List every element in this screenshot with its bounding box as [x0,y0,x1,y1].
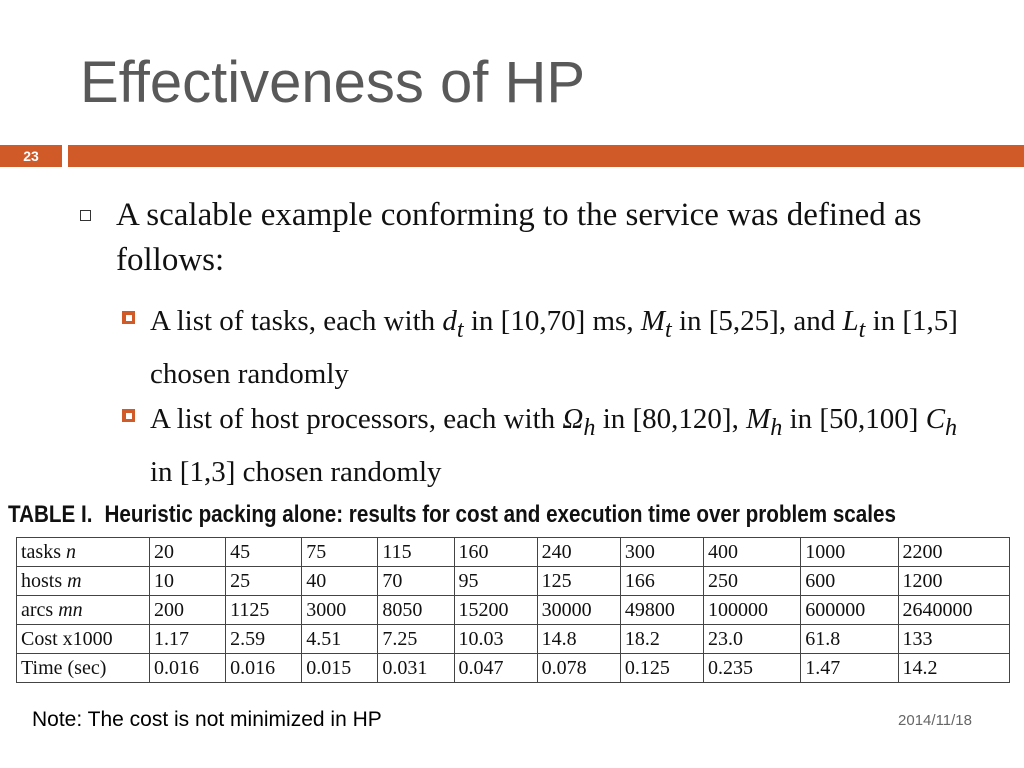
table-row [17,625,1010,654]
table-cell: 0.125 [620,654,703,683]
table-cell: 95 [454,567,537,596]
table-cell: 0.016 [226,654,302,683]
table-cell: 49800 [620,596,703,625]
table-cell: 115 [378,538,454,567]
main-bullet [80,193,960,283]
table-cell: 300 [620,538,703,567]
slide-title: Effectiveness of HP [80,50,586,115]
table-cell: 1000 [801,538,898,567]
table-cell: 10 [150,567,226,596]
hollow-square-bullet-icon [80,210,91,221]
table-cell: 25 [226,567,302,596]
table-cell: 0.015 [302,654,378,683]
table-cell: 75 [302,538,378,567]
row-label: arcs mn [17,596,150,625]
table-cell: 70 [378,567,454,596]
row-label: Time (sec) [17,654,150,683]
table-cell: 61.8 [801,625,898,654]
table-cell: 133 [898,625,1009,654]
table-cell: 0.016 [150,654,226,683]
table-cell: 2200 [898,538,1009,567]
table-row [17,567,1010,596]
table-cell: 250 [704,567,801,596]
table-cell: 100000 [704,596,801,625]
table-cell: 160 [454,538,537,567]
row-label: Cost x1000 [17,625,150,654]
filled-square-bullet-icon [122,311,135,324]
table-cell: 166 [620,567,703,596]
table-caption-text: Heuristic packing alone: results for cost and execution time over problem scales [104,501,896,528]
table-cell: 8050 [378,596,454,625]
table-caption [8,498,896,532]
table-row [17,538,1010,567]
table-cell: 10.03 [454,625,537,654]
table-cell: 2640000 [898,596,1009,625]
slide-number: 23 [23,148,39,164]
table-cell: 2.59 [226,625,302,654]
table-cell: 1.47 [801,654,898,683]
table-cell: 400 [704,538,801,567]
sub-bullet-hosts [122,397,982,495]
table-cell: 1200 [898,567,1009,596]
results-table [16,537,1010,683]
main-bullet-text: A scalable example conforming to the service was defined as follows: [116,197,922,278]
table-caption-label: TABLE I. [8,501,93,528]
table-cell: 600000 [801,596,898,625]
table-cell: 40 [302,567,378,596]
row-label: tasks n [17,538,150,567]
table-cell: 1.17 [150,625,226,654]
table-cell: 200 [150,596,226,625]
table-cell: 0.047 [454,654,537,683]
table-cell: 240 [537,538,620,567]
table-row [17,596,1010,625]
footer-date: 2014/11/18 [898,712,972,729]
footer-note: Note: The cost is not minimized in HP [32,708,382,731]
table-cell: 14.2 [898,654,1009,683]
table-cell: 4.51 [302,625,378,654]
table-cell: 600 [801,567,898,596]
table-cell: 7.25 [378,625,454,654]
sub-bullet-tasks [122,299,982,397]
header-accent-band [68,145,1024,167]
table-cell: 0.031 [378,654,454,683]
table-cell: 20 [150,538,226,567]
table-cell: 3000 [302,596,378,625]
table-cell: 30000 [537,596,620,625]
row-label: hosts m [17,567,150,596]
table-cell: 1125 [226,596,302,625]
table-cell: 0.078 [537,654,620,683]
table-cell: 18.2 [620,625,703,654]
table-cell: 15200 [454,596,537,625]
filled-square-bullet-icon [122,409,135,422]
table-row [17,654,1010,683]
sub-bullet-hosts-text: A list of host processors, each with $\Omega_h$ in [80,120], $M_h$ in [50,100] $C_h$ in [1,3] chosen randomly [150,403,958,488]
sub-bullet-tasks-text: A list of tasks, each with $d_t$ in [10,70] ms, $M_t$ in [5,25], and $L_t$ in [1,5] chosen randomly [150,305,958,390]
table-cell: 0.235 [704,654,801,683]
table-cell: 45 [226,538,302,567]
table-cell: 14.8 [537,625,620,654]
table-cell: 125 [537,567,620,596]
table-cell: 23.0 [704,625,801,654]
